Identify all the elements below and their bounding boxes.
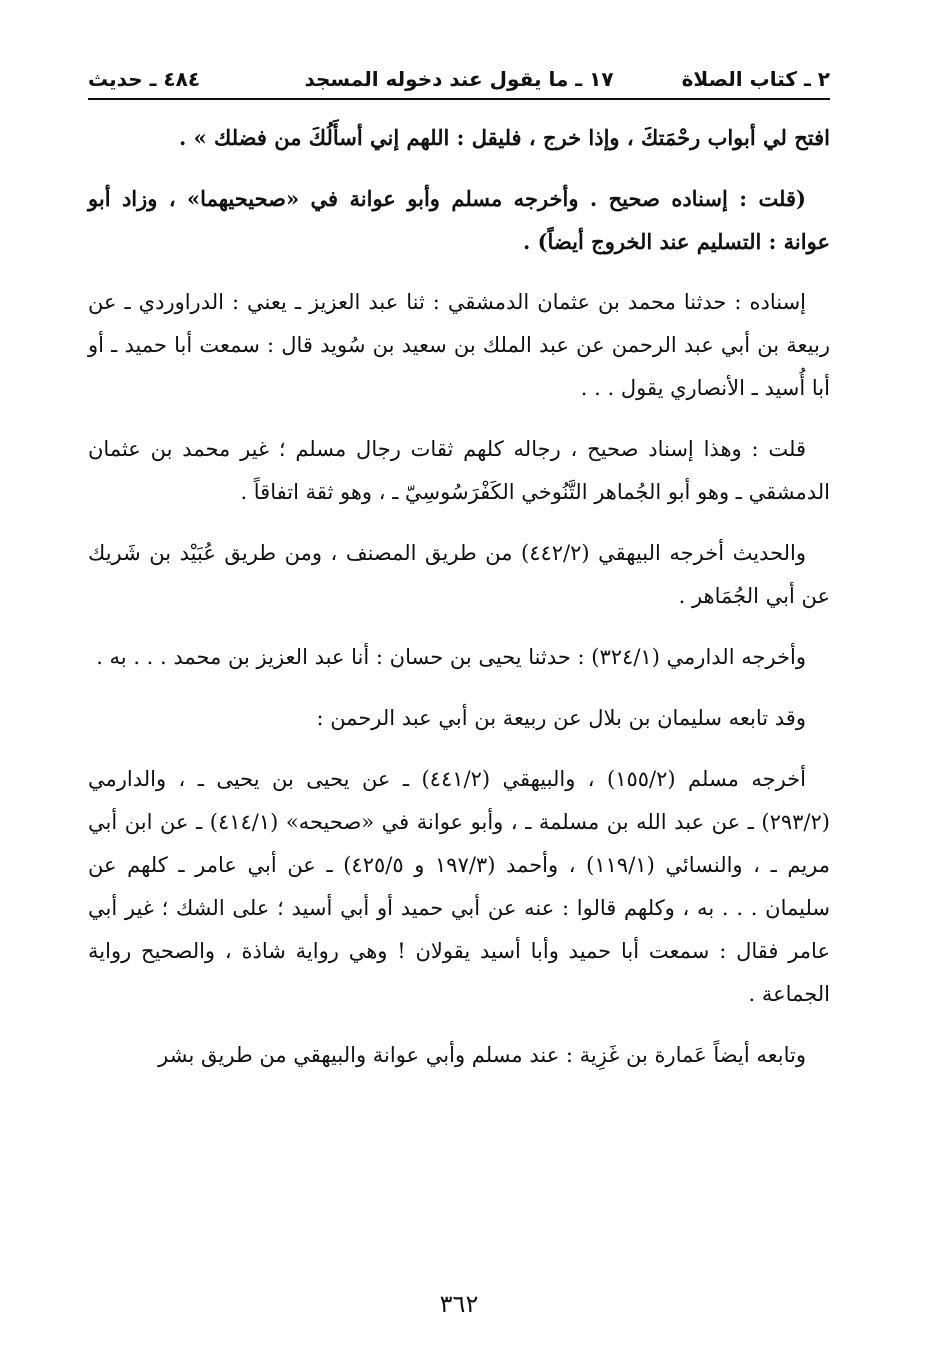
isnad-paragraph: إسناده : حدثنا محمد بن عثمان الدمشقي : ثنا عبد العزيز ـ يعني : الدراوردي ـ عن ربيعة بن أبي عبد الرحمن عن عبد الملك بن سعيد بن سُويد قال : سمعت أبا حميد ـ أو أبا أُسيد ـ الأنصاري يقول . . . [88, 290, 830, 400]
header-chapter: ٢ ـ كتاب الصلاة [681, 67, 830, 91]
mutabaa-sulayman: وقد تابعه سليمان بن بلال عن ربيعة بن أبي عبد الرحمن : [316, 706, 806, 730]
commentary-paragraph: قلت : وهذا إسناد صحيح ، رجاله كلهم ثقات رجال مسلم ؛ غير محمد بن عثمان الدمشقي ـ وهو أبو الجُماهر التَّنُوخي الكَفْرَسُوسِيّ ـ ، وهو ثقة اتفاقاً . [88, 437, 830, 504]
takhrij-bayhaqi: والحديث أخرجه البيهقي (٤٤٢/٢) من طريق المصنف ، ومن طريق عُبَيْد بن شَريك عن أبي الجُمَاهر . [88, 541, 830, 608]
grading-note: (قلت : إسناده صحيح . وأخرجه مسلم وأبو عوانة في «صحيحيهما» ، وزاد أبو عوانة : التسليم عند الخروج أيضاً) . [88, 186, 830, 254]
header-divider [88, 98, 830, 100]
page-number: ٣٦٢ [439, 1290, 479, 1318]
page-body [88, 116, 830, 1077]
book-page [88, 62, 830, 1322]
takhrij-darimi: وأخرجه الدارمي (٣٢٤/١) : حدثنا يحيى بن حسان : أنا عبد العزيز بن محمد . . . به . [96, 645, 806, 669]
header-hadith-number: ٤٨٤ ـ حديث [88, 67, 201, 91]
running-header [88, 62, 830, 96]
mutabaa-umara: وتابعه أيضاً عَمارة بن غَزِية : عند مسلم وأبي عوانة والبيهقي من طريق بشر [158, 1043, 806, 1067]
takhrij-muslim: أخرجه مسلم (١٥٥/٢) ، والبيهقي (٤٤١/٢) ـ عن يحيى بن يحيى ـ ، والدارمي (٢٩٣/٢) ـ عن عبد الله بن مسلمة ـ ، وأبو عوانة في «صحيحه» (٤١٤/١) ـ عن ابن أبي مريم ـ ، والنسائي (١١٩/١) ، وأحمد (١٩٧/٣ و ٤٢٥/٥) ـ عن أبي عامر ـ كلهم عن سليمان . . . به ، وكلهم قالوا : عنه عن أبي حميد أو أبي أسيد ؛ على الشك ؛ غير أبي عامر فقال : سمعت أبا حميد وأبا أسيد يقولان ! وهي رواية شاذة ، والصحيح رواية الجماعة . [88, 767, 831, 1006]
header-section: ١٧ ـ ما يقول عند دخوله المسجد [304, 67, 614, 91]
hadith-text-continuation: افتح لي أبواب رحْمَتكَ ، وإذا خرج ، فليقل : اللهم إني أسأَلُكَ من فضلك » . [178, 125, 830, 150]
